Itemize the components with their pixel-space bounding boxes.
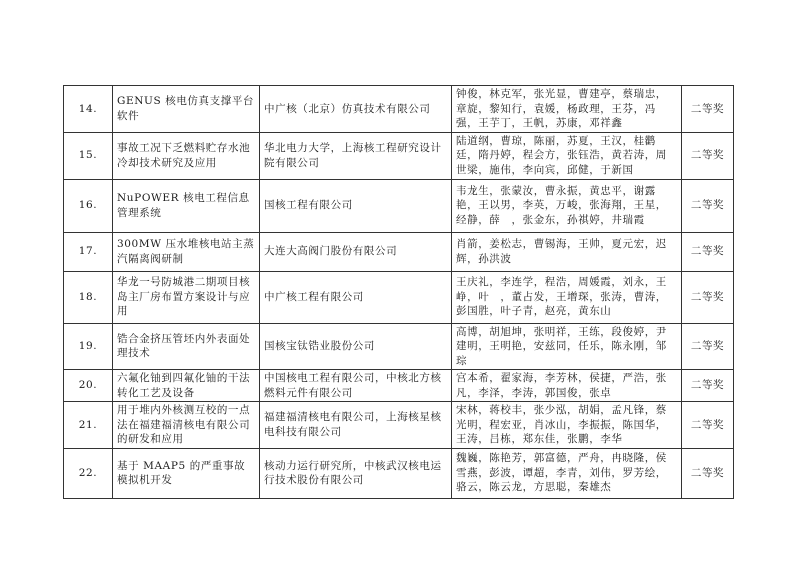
row-number: 21. xyxy=(64,402,113,449)
row-number: 18. xyxy=(64,271,113,323)
project-name: NuPOWER 核电工程信息管理系统 xyxy=(113,179,260,232)
contributors: 宋林，蒋校丰，张少泓，胡娟，孟凡锋，蔡光明，程宏亚，肖冰山，李振振，陈国华，王涛，吕栋，郑东佳，张鹏，李华 xyxy=(452,402,682,449)
organization: 大连大高阀门股份有限公司 xyxy=(260,232,452,271)
award-level: 二等奖 xyxy=(682,86,734,133)
project-name: 事故工况下乏燃料贮存水池冷却技术研究及应用 xyxy=(113,132,260,179)
row-number: 20. xyxy=(64,370,113,402)
row-number: 15. xyxy=(64,132,113,179)
organization: 福建福清核电有限公司，上海核星核电科技有限公司 xyxy=(260,402,452,449)
organization: 核动力运行研究所，中核武汉核电运行技术股份有限公司 xyxy=(260,448,452,498)
award-level: 二等奖 xyxy=(682,448,734,498)
award-level: 二等奖 xyxy=(682,179,734,232)
award-level: 二等奖 xyxy=(682,271,734,323)
contributors: 陆道纲，曹琼，陈丽，苏夏，王汉，桂鹳廷，隋丹婷，程会方，张钰浩，黄若涛，周世梁，施伟，李向宾，邱健，于新国 xyxy=(452,132,682,179)
row-number: 22. xyxy=(64,448,113,498)
organization: 国核宝钛锆业股份公司 xyxy=(260,323,452,370)
row-number: 19. xyxy=(64,323,113,370)
awards-table-body xyxy=(64,86,734,499)
contributors: 王庆礼，李连学，程浩，周媛霞，刘永，王峥，叶 ，董占发，王增琛，张涛，曹涛，彭国胜，叶子青，赵亮，黄东山 xyxy=(452,271,682,323)
organization: 中广核工程有限公司 xyxy=(260,271,452,323)
row-number: 14. xyxy=(64,86,113,133)
award-level: 二等奖 xyxy=(682,132,734,179)
project-name: 华龙一号防城港二期项目核岛主厂房布置方案设计与应用 xyxy=(113,271,260,323)
table-row xyxy=(64,402,734,449)
project-name: 用于堆内外核测互校的一点法在福建福清核电有限公司的研发和应用 xyxy=(113,402,260,449)
awards-table xyxy=(63,85,734,499)
contributors: 肖箭，姜松志，曹锡海，王帅，夏元宏，迟辉，孙洪波 xyxy=(452,232,682,271)
organization: 中国核电工程有限公司，中核北方核燃料元件有限公司 xyxy=(260,370,452,402)
table-row xyxy=(64,232,734,271)
contributors: 宫本希，翟家海，李芳林，侯捷，严浩，张凡，李泽，李涛，郭国俊，张卓 xyxy=(452,370,682,402)
project-name: 300MW 压水堆核电站主蒸汽隔离阀研制 xyxy=(113,232,260,271)
project-name: 锆合金挤压管坯内外表面处理技术 xyxy=(113,323,260,370)
table-row xyxy=(64,132,734,179)
table-row xyxy=(64,179,734,232)
organization: 中广核（北京）仿真技术有限公司 xyxy=(260,86,452,133)
table-row xyxy=(64,370,734,402)
award-level: 二等奖 xyxy=(682,232,734,271)
award-level: 二等奖 xyxy=(682,402,734,449)
contributors: 高博，胡旭坤，张明祥，王练，段俊婷，尹建明，王明艳，安兹同，任乐，陈永刚，邹琮 xyxy=(452,323,682,370)
contributors: 钟俊，林克军，张光显，曹建亭，蔡瑞忠，章旋，黎知行，袁媛，杨政理，王芬，冯强，王芋丁，王帆，苏康，邓祥鑫 xyxy=(452,86,682,133)
contributors: 魏巍，陈艳芳，郭富德，严舟，冉晓隆，侯雪燕，彭波，谭超，李青，刘伟，罗芳绘，骆云，陈云龙，方思聪，秦雄杰 xyxy=(452,448,682,498)
table-row xyxy=(64,271,734,323)
project-name: 六氟化铀到四氟化铀的干法转化工艺及设备 xyxy=(113,370,260,402)
row-number: 17. xyxy=(64,232,113,271)
organization: 国核工程有限公司 xyxy=(260,179,452,232)
award-level: 二等奖 xyxy=(682,370,734,402)
project-name: GENUS 核电仿真支撑平台软件 xyxy=(113,86,260,133)
table-row xyxy=(64,86,734,133)
row-number: 16. xyxy=(64,179,113,232)
project-name: 基于 MAAP5 的严重事故模拟机开发 xyxy=(113,448,260,498)
award-level: 二等奖 xyxy=(682,323,734,370)
table-row xyxy=(64,323,734,370)
organization: 华北电力大学，上海核工程研究设计院有限公司 xyxy=(260,132,452,179)
table-row xyxy=(64,448,734,498)
contributors: 韦龙生，张蒙汝，曹永振，黄忠平，谢露艳，王以男，李英，万峻，张海翔，王星，经静，薛 ，张金东，孙祺婷，井瑞霞 xyxy=(452,179,682,232)
